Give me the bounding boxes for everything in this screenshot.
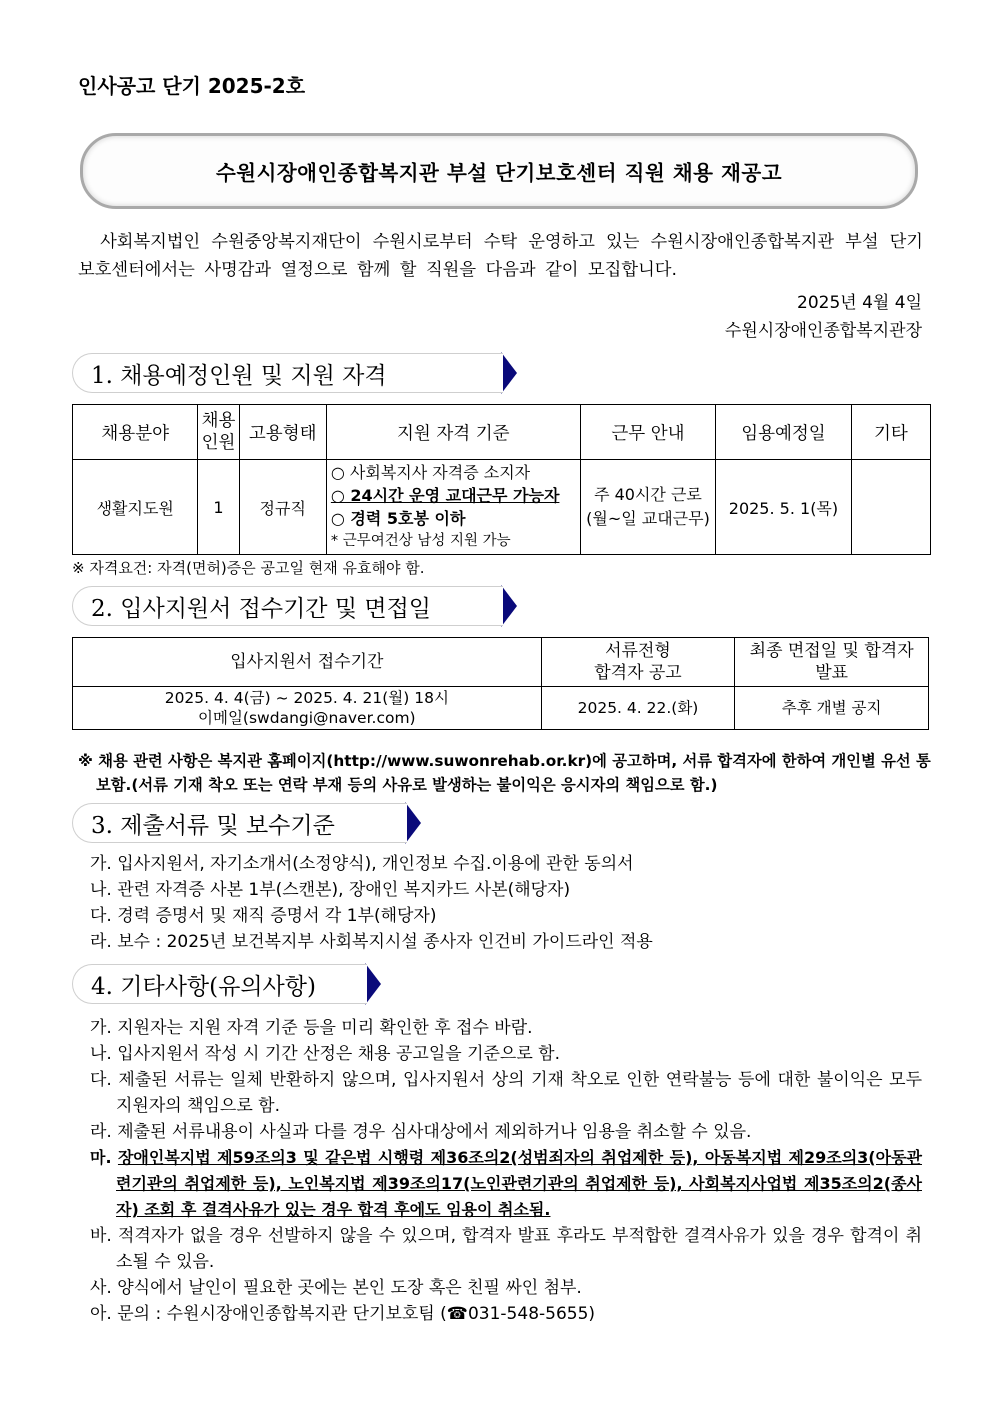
cell-final: 추후 개별 공지 xyxy=(735,687,929,730)
cell-qualification xyxy=(326,460,580,555)
table-row xyxy=(73,687,929,730)
cell-start-date: 2025. 5. 1(목) xyxy=(716,460,851,555)
list-item-important xyxy=(90,1145,922,1223)
period-line: 2025. 4. 4(금) ~ 2025. 4. 21(월) 18시 xyxy=(164,689,449,707)
page-title: 수원시장애인종합복지관 부설 단기보호센터 직원 채용 재공고 xyxy=(215,161,783,185)
list-item: 다. 제출된 서류는 일체 반환하지 않으며, 입사지원서 상의 기재 착오로 인한 연락불능 등에 대한 불이익은 모두 지원자의 책임으로 함. xyxy=(90,1070,922,1116)
th-count: 채용 인원 xyxy=(198,405,239,460)
qual-item: ○ 경력 5호봉 이하 xyxy=(330,509,466,528)
list-item: 라. 보수 : 2025년 보건복지부 사회복지시설 종사자 인건비 가이드라인 적용 xyxy=(90,932,653,952)
notice-number: 인사공고 단기 2025-2호 xyxy=(78,74,306,98)
section4-cap xyxy=(365,963,381,1005)
cell-type: 정규직 xyxy=(239,460,326,555)
section2-title: 2. 입사지원서 접수기간 및 면접일 xyxy=(91,595,432,622)
section3-list xyxy=(90,851,922,955)
th-final: 최종 면접일 및 합격자 발표 xyxy=(735,638,929,687)
cell-etc xyxy=(851,460,930,555)
intro-text: 사회복지법인 수원중앙복지재단이 수원시로부터 수탁 운영하고 있는 수원시장애인종합복지관 부설 단기보호센터에서는 사명감과 열정으로 함께 할 직원을 다음과 같이 모집합니다. xyxy=(78,232,923,280)
th-doc-result: 서류전형 합격자 공고 xyxy=(541,638,735,687)
work-line-1: 주 40시간 근로 xyxy=(594,485,702,504)
section3-title: 3. 제출서류 및 보수기준 xyxy=(91,812,335,839)
section2-heading xyxy=(72,585,517,627)
section3-cap xyxy=(405,802,421,844)
list-item: 사. 양식에서 날인이 필요한 곳에는 본인 도장 혹은 친필 싸인 첨부. xyxy=(90,1278,582,1298)
th-etc: 기타 xyxy=(851,405,930,460)
title-banner xyxy=(80,133,918,209)
list-item: 나. 입사지원서 작성 시 기간 산정은 채용 공고일을 기준으로 함. xyxy=(90,1044,560,1064)
section4-heading xyxy=(72,963,381,1005)
email-line: 이메일(swdangi@naver.com) xyxy=(198,709,416,727)
section1-pill xyxy=(72,353,503,393)
cell-count: 1 xyxy=(198,460,239,555)
item-important-text: 장애인복지법 제59조의3 및 같은법 시행령 제36조의2(성범죄자의 취업제한 등), 아동복지법 제29조의3(아동관련기관의 취업제한 등), 노인복지법 제39조의17(노인관련기관의 취업제한 등), 사회복지사업법 제35조의2(종사자) 조회 후 결격사유가 있는 경우 합격 후에도 임용이 취소됨. xyxy=(116,1148,922,1219)
recruit-table xyxy=(72,404,931,555)
th-type: 고용형태 xyxy=(239,405,326,460)
section2-pill xyxy=(72,586,503,626)
table-header-row xyxy=(73,405,931,460)
list-item: 가. 입사지원서, 자기소개서(소정양식), 개인정보 수집.이용에 관한 동의서 xyxy=(90,854,634,874)
notice-date: 2025년 4월 4일 xyxy=(797,293,922,313)
table-row xyxy=(73,460,931,555)
list-item: 바. 적격자가 없을 경우 선발하지 않을 수 있으며, 합격자 발표 후라도 부적합한 결격사유가 있을 경우 합격이 취소될 수 있음. xyxy=(90,1226,922,1272)
work-line-2: (월~일 교대근무) xyxy=(586,509,710,528)
table-header-row xyxy=(73,638,929,687)
th-start-date: 임용예정일 xyxy=(716,405,851,460)
list-item: 나. 관련 자격증 사본 1부(스캔본), 장애인 복지카드 사본(해당자) xyxy=(90,880,571,900)
cell-doc-result: 2025. 4. 22.(화) xyxy=(541,687,735,730)
issuer: 수원시장애인종합복지관장 xyxy=(724,321,922,341)
list-item: 아. 문의 : 수원시장애인종합복지관 단기보호팀 (☎031-548-5655) xyxy=(90,1304,596,1324)
cell-work xyxy=(580,460,715,555)
section4-title: 4. 기타사항(유의사항) xyxy=(91,973,316,1000)
intro-paragraph xyxy=(78,228,923,284)
list-item: 다. 경력 증명서 및 재직 증명서 각 1부(해당자) xyxy=(90,906,437,926)
section1-note: ※ 자격요건: 자격(면허)증은 공고일 현재 유효해야 함. xyxy=(72,559,425,577)
section2-cap xyxy=(501,585,517,627)
section3-heading xyxy=(72,802,421,844)
cell-field: 생활지도원 xyxy=(73,460,198,555)
section1-title: 1. 채용예정인원 및 지원 자격 xyxy=(91,362,387,389)
th-period: 입사지원서 접수기간 xyxy=(73,638,542,687)
item-prefix: 마. xyxy=(90,1148,112,1167)
qual-item: ○ 24시간 운영 교대근무 가능자 xyxy=(330,486,560,505)
th-work: 근무 안내 xyxy=(580,405,715,460)
qual-item: ○ 사회복지사 자격증 소지자 xyxy=(330,463,531,482)
list-item: 가. 지원자는 지원 자격 기준 등을 미리 확인한 후 접수 바람. xyxy=(90,1018,533,1038)
section1-heading xyxy=(72,352,517,394)
schedule-table xyxy=(72,637,929,730)
qual-item: * 근무여건상 남성 지원 가능 xyxy=(330,533,511,549)
section1-cap xyxy=(501,352,517,394)
th-field: 채용분야 xyxy=(73,405,198,460)
section2-note: ※ 채용 관련 사항은 복지관 홈페이지(http://www.suwonrehab.or.kr)에 공고하며, 서류 합격자에 한하여 개인별 유선 통보함.(서류 기재 착오 또는 연락 부재 등의 사유로 발생하는 불이익은 응시자의 책임으로 함.) xyxy=(78,752,931,794)
cell-period xyxy=(73,687,542,730)
section4-list xyxy=(90,1015,922,1327)
section3-pill xyxy=(72,803,407,843)
section4-pill xyxy=(72,964,367,1004)
th-qualification: 지원 자격 기준 xyxy=(326,405,580,460)
list-item: 라. 제출된 서류내용이 사실과 다를 경우 심사대상에서 제외하거나 임용을 취소할 수 있음. xyxy=(90,1122,752,1142)
